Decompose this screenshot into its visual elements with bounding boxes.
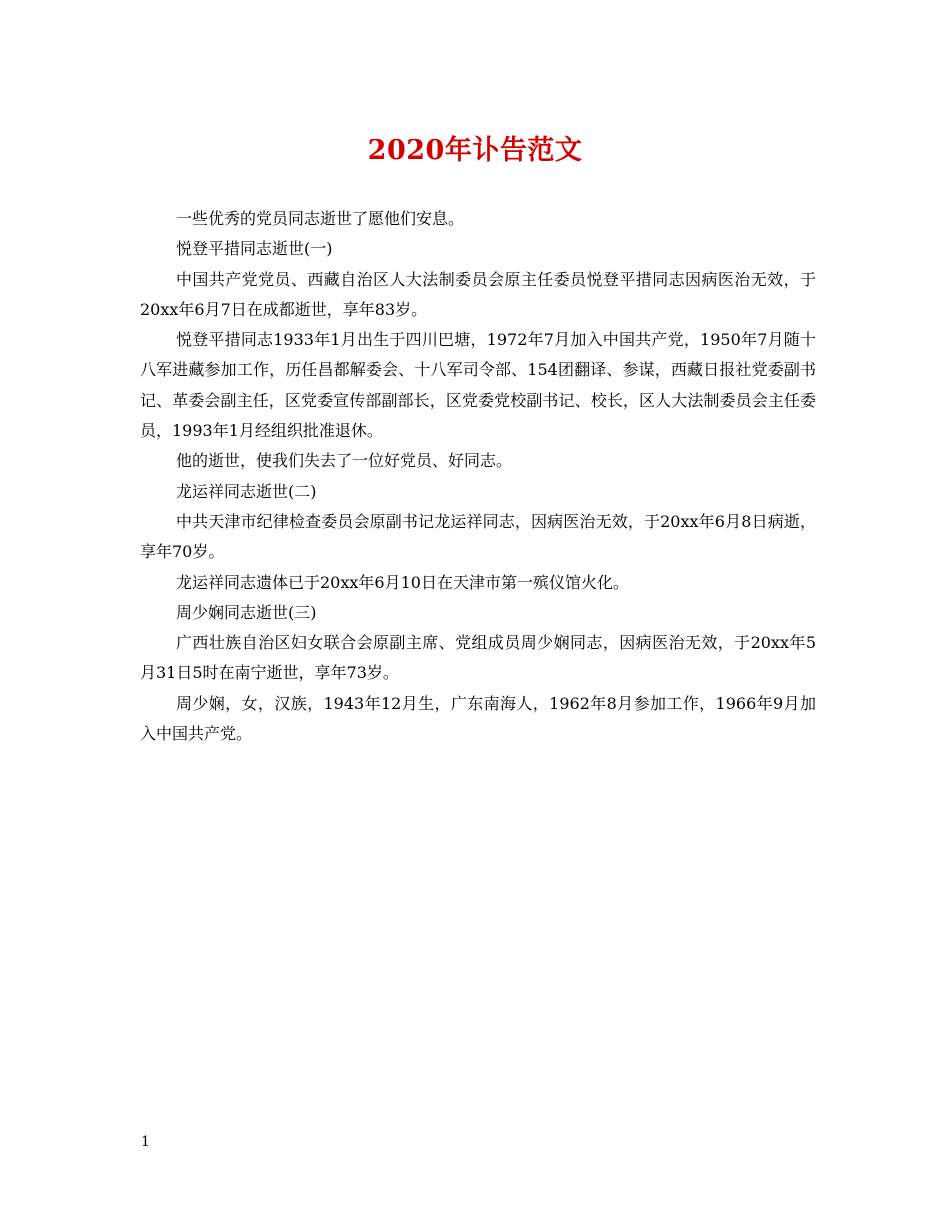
page-number: 1 [141,1134,150,1150]
section-heading-1: 悦登平措同志逝世(一) [176,239,333,259]
paragraph: 龙运祥同志遗体已于20xx年6月10日在天津市第一殡仪馆火化。 [176,572,629,592]
paragraph: 他的逝世，使我们失去了一位好党员、好同志。 [176,451,513,471]
section-heading-2: 龙运祥同志逝世(二) [176,481,317,501]
paragraph: 悦登平措同志1933年1月出生于四川巴塘，1972年7月加入中国共产党，1950年7月随十八军进藏参加工作，历任昌都解委会、十八军司令部、154团翻译、参谋，西藏日报社党委副书记、革委会副主任，区党委宣传部副部长，区党委党校副书记、校长，区人大法制委员会主任委员，1993年1月经组织批准退休。 [140,330,816,441]
paragraph: 广西壮族自治区妇女联合会原副主席、党组成员周少娴同志，因病医治无效，于20xx年5月31日5时在南宁逝世，享年73岁。 [140,633,816,683]
document-body [140,204,816,749]
document-title: 2020年讣告范文 [367,135,583,166]
paragraph: 中共天津市纪律检查委员会原副书记龙运祥同志，因病医治无效，于20xx年6月8日病逝，享年70岁。 [140,511,816,562]
section-heading-3: 周少娴同志逝世(三) [176,602,317,622]
paragraph: 中国共产党党员、西藏自治区人大法制委员会原主任委员悦登平措同志因病医治无效，于20xx年6月7日在成都逝世，享年83岁。 [140,269,816,319]
paragraph-intro: 一些优秀的党员同志逝世了愿他们安息。 [176,209,465,228]
paragraph: 周少娴，女，汉族，1943年12月生，广东南海人，1962年8月参加工作，1966年9月加入中国共产党。 [140,693,816,744]
